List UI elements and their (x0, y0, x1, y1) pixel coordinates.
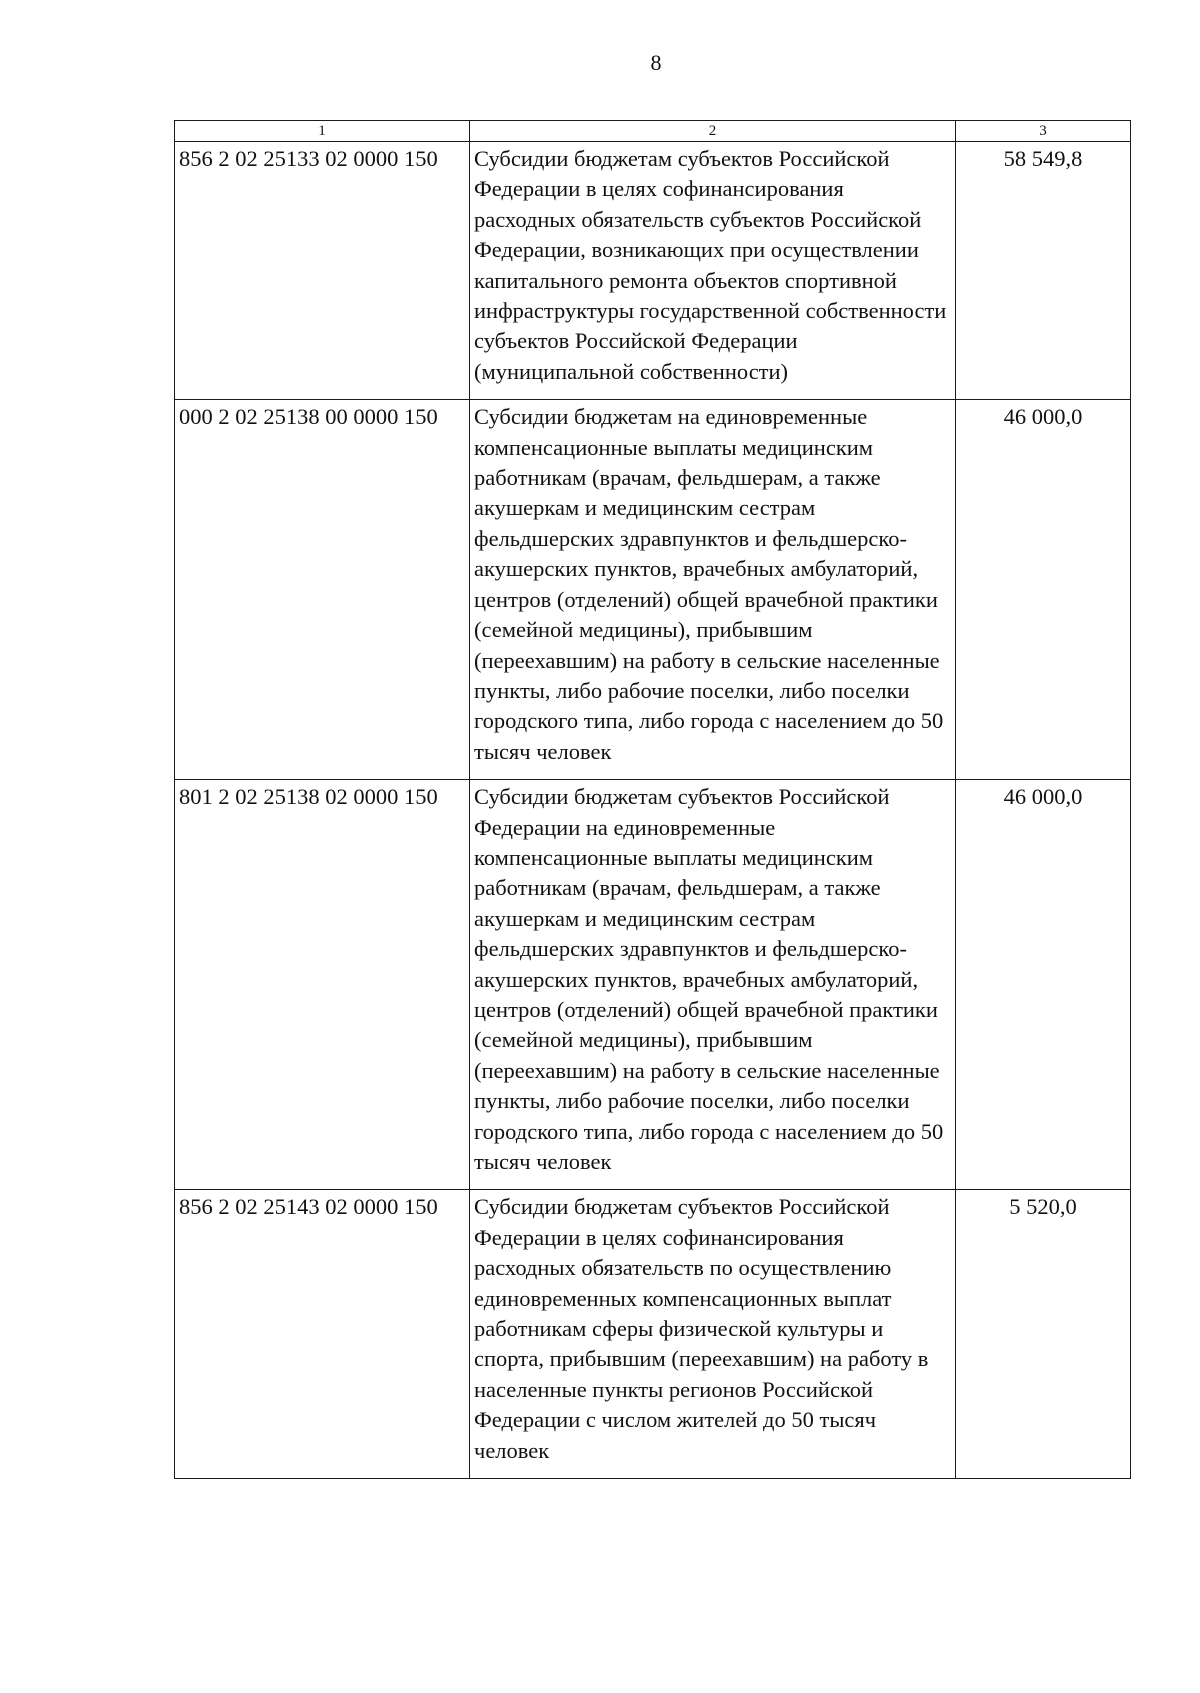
revenue-description: Субсидии бюджетам субъектов Российской Федерации в целях софинансирования расходных обязательств субъектов Российской Федерации, возникающих при осуществлении капитального ремонта объектов спортивной инфраструктуры государственной собственности субъектов Российской Федерации (муниципальной собственности) (470, 142, 956, 400)
amount: 5 520,0 (956, 1190, 1131, 1479)
table-row (175, 780, 1131, 1190)
budget-classification-code: 856 2 02 25133 02 0000 150 (175, 142, 470, 400)
revenue-description: Субсидии бюджетам субъектов Российской Федерации на единовременные компенсационные выплаты медицинским работникам (врачам, фельдшерам, а также акушеркам и медицинским сестрам фельдшерских здравпунктов и фельдшерско-акушерских пунктов, врачебных амбулаторий, центров (отделений) общей врачебной практики (семейной медицины), прибывшим (переехавшим) на работу в сельские населенные пункты, либо рабочие поселки, либо поселки городского типа, либо города с населением до 50 тысяч человек (470, 780, 956, 1190)
column-header-2: 2 (470, 121, 956, 142)
amount: 46 000,0 (956, 400, 1131, 780)
revenue-description: Субсидии бюджетам субъектов Российской Федерации в целях софинансирования расходных обязательств по осуществлению единовременных компенсационных выплат работникам сферы физической культуры и спорта, прибывшим (переехавшим) на работу в населенные пункты регионов Российской Федерации с числом жителей до 50 тысяч человек (470, 1190, 956, 1479)
table-row (175, 400, 1131, 780)
budget-classification-code: 856 2 02 25143 02 0000 150 (175, 1190, 470, 1479)
page-number: 8 (650, 50, 662, 75)
table-row (175, 1190, 1131, 1479)
table-row (175, 142, 1131, 400)
table-header-row (175, 121, 1131, 142)
budget-classification-code: 801 2 02 25138 02 0000 150 (175, 780, 470, 1190)
column-header-1: 1 (175, 121, 470, 142)
budget-revenue-table (174, 120, 1131, 1479)
amount: 46 000,0 (956, 780, 1131, 1190)
revenue-description: Субсидии бюджетам на единовременные компенсационные выплаты медицинским работникам (врачам, фельдшерам, а также акушеркам и медицинским сестрам фельдшерских здравпунктов и фельдшерско-акушерских пунктов, врачебных амбулаторий, центров (отделений) общей врачебной практики (семейной медицины), прибывшим (переехавшим) на работу в сельские населенные пункты, либо рабочие поселки, либо поселки городского типа, либо города с населением до 50 тысяч человек (470, 400, 956, 780)
budget-classification-code: 000 2 02 25138 00 0000 150 (175, 400, 470, 780)
amount: 58 549,8 (956, 142, 1131, 400)
column-header-3: 3 (956, 121, 1131, 142)
